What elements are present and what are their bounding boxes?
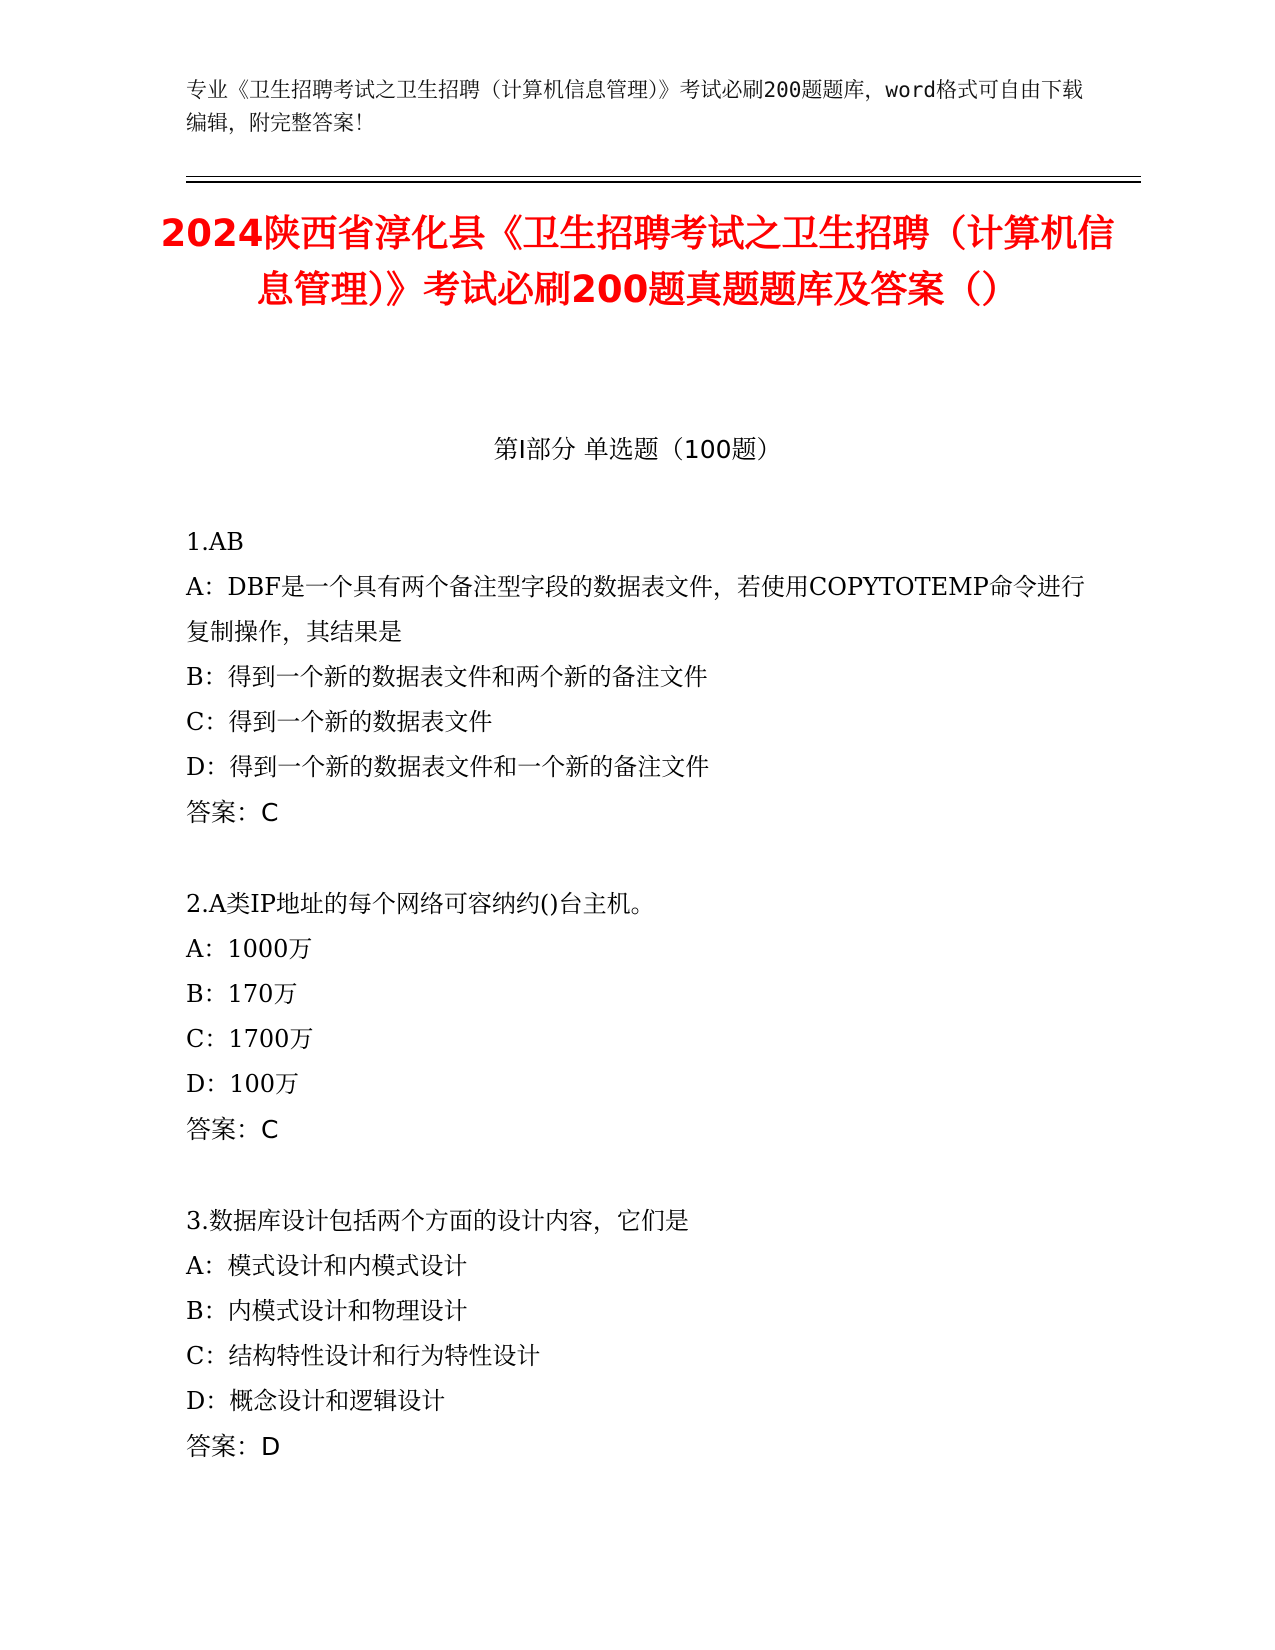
option-d: D：概念设计和逻辑设计 — [186, 1387, 446, 1415]
option-d: D：得到一个新的数据表文件和一个新的备注文件 — [186, 753, 710, 781]
option-b: B：内模式设计和物理设计 — [186, 1297, 468, 1325]
question-3 — [186, 1199, 1086, 1469]
option-a: A：DBF是一个具有两个备注型字段的数据表文件，若使用COPYTOTEMP命令进行复制操作，其结果是 — [186, 573, 1085, 646]
option-c: C：结构特性设计和行为特性设计 — [186, 1342, 541, 1370]
answer-text: 答案：C — [186, 798, 279, 827]
document-title: 2024陕西省淳化县《卫生招聘考试之卫生招聘（计算机信息管理）》考试必刷200题真题题库及答案（） — [160, 212, 1115, 311]
option-a: A：1000万 — [186, 935, 313, 963]
header-divider-thick — [186, 181, 1141, 183]
option-a: A：模式设计和内模式设计 — [186, 1252, 468, 1280]
section-title: 第Ⅰ部分 单选题（100题） — [493, 435, 782, 464]
question-stem: 3.数据库设计包括两个方面的设计内容，它们是 — [186, 1207, 689, 1235]
option-d: D：100万 — [186, 1070, 300, 1098]
answer-text: 答案：C — [186, 1115, 279, 1144]
question-stem: 1.AB — [186, 528, 244, 556]
option-c: C：得到一个新的数据表文件 — [186, 708, 493, 736]
question-stem: 2.A类IP地址的每个网络可容纳约()台主机。 — [186, 890, 655, 918]
question-2 — [186, 882, 1086, 1152]
header-divider-thin — [186, 176, 1141, 177]
option-c: C：1700万 — [186, 1025, 314, 1053]
option-b: B：得到一个新的数据表文件和两个新的备注文件 — [186, 663, 708, 691]
header-note: 专业《卫生招聘考试之卫生招聘（计算机信息管理）》考试必刷200题题库，word格式可自由下载编辑，附完整答案！ — [186, 78, 1083, 135]
option-b: B：170万 — [186, 980, 298, 1008]
question-1 — [186, 520, 1086, 835]
question-list — [186, 520, 1086, 1516]
answer-text: 答案：D — [186, 1432, 281, 1461]
